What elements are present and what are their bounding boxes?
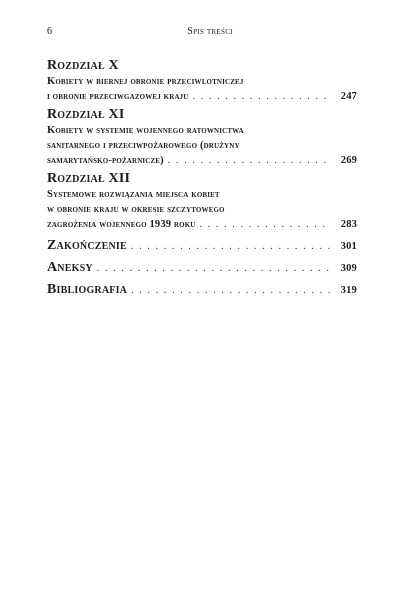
chapter-title-leader-line (47, 217, 357, 232)
chapter-title-leader-line (47, 153, 357, 168)
chapter-label: Rozdział XI (47, 107, 125, 122)
chapter-title-line: Kobiety w systemie wojennego ratownictwa (47, 125, 244, 136)
running-head: Spis treści (187, 26, 233, 37)
chapter-title-line: sanitarnego i przeciwpożarowego (drużyny (47, 140, 240, 151)
toc-entry-bibliography (47, 281, 357, 300)
chapter-title-line: samarytańsko-pożarnicze) (47, 155, 164, 166)
toc-entry-chapter-11 (47, 107, 357, 168)
page-ref: 247 (340, 91, 357, 102)
toc-entry-chapter-10 (47, 58, 357, 104)
chapter-title-line: Kobiety w biernej obronie przeciwlotniczej (47, 76, 244, 87)
chapter-title-line: i obronie przeciwgazowej kraju (47, 91, 189, 102)
chapter-title-leader-line (47, 89, 357, 104)
dot-leader (97, 260, 330, 278)
chapter-label: Rozdział XII (47, 171, 131, 186)
section-label: Bibliografia (47, 282, 128, 297)
dot-leader (193, 89, 330, 104)
page-ref: 301 (340, 241, 357, 252)
section-label: Zakończenie (47, 238, 127, 253)
page-ref: 283 (340, 219, 357, 230)
page-number: 6 (47, 26, 52, 37)
page-ref: 269 (340, 155, 357, 166)
toc-entry-conclusion (47, 237, 357, 256)
table-of-contents (47, 58, 357, 300)
page-ref: 319 (340, 285, 357, 296)
toc-entry-chapter-12 (47, 171, 357, 232)
dot-leader (200, 217, 331, 232)
dot-leader (131, 282, 330, 300)
section-label: Aneksy (47, 260, 93, 275)
page-ref: 309 (340, 263, 357, 274)
chapter-title-line: zagrożenia wojennego 1939 roku (47, 219, 196, 230)
dot-leader (131, 238, 330, 256)
dot-leader (168, 153, 330, 168)
chapter-title-line: w obronie kraju w okresie szczytowego (47, 204, 225, 215)
toc-entry-appendix (47, 259, 357, 278)
chapter-label: Rozdział X (47, 58, 119, 73)
chapter-title-line: Systemowe rozwiązania miejsca kobiet (47, 189, 220, 200)
